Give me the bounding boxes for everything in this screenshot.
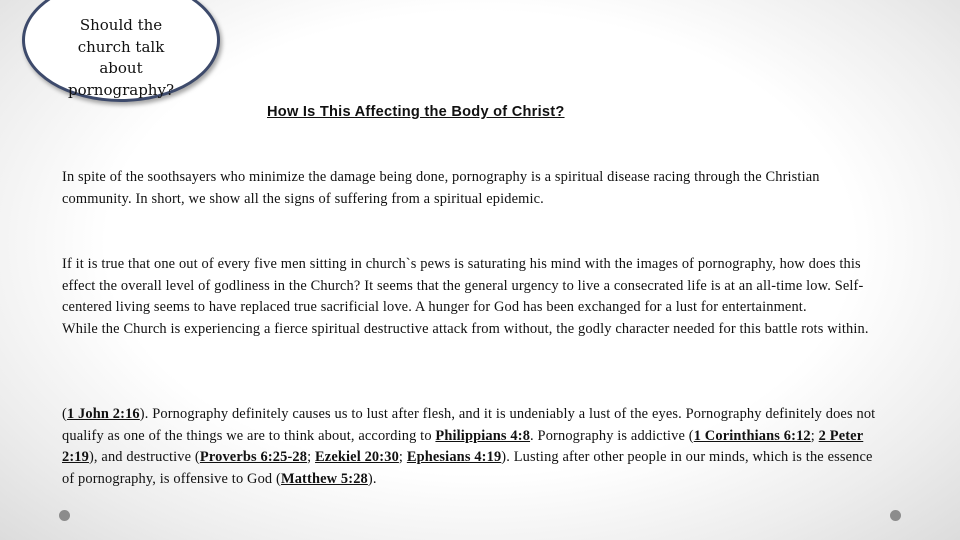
scripture-link-proverbs[interactable]: Proverbs 6:25-28 xyxy=(199,449,308,466)
paragraph-1: In spite of the soothsayers who minimize the damage being done, pornography is a spiritual disease racing through the Christian community. In short, we show all the signs of suffering from a spiritual epidemic. xyxy=(62,169,820,207)
scripture-link-1-corinthians[interactable]: 1 Corinthians 6:12 xyxy=(693,427,811,444)
paragraph-2-tail: While the Church is experiencing a fierce spiritual destructive attack from without, the godly character needed for this battle rots within. xyxy=(62,320,869,337)
slide-title: How Is This Affecting the Body of Christ? xyxy=(267,104,565,120)
text-segment: . Pornography is addictive ( xyxy=(530,427,694,444)
paragraph-3 xyxy=(62,404,882,490)
bubble-line: Should the xyxy=(79,16,163,34)
bubble-line: church talk xyxy=(77,37,165,56)
text-segment: ; xyxy=(810,427,819,444)
scripture-link-matthew[interactable]: Matthew 5:28 xyxy=(280,470,368,487)
text-segment: ). xyxy=(367,470,377,487)
text-segment: ). Lusting after other people in our minds, which is the essence of pornography, is offensive to God ( xyxy=(62,449,873,487)
text-segment: ), and destructive ( xyxy=(88,449,200,466)
bubble-line: about xyxy=(99,59,143,77)
bubble-question xyxy=(22,15,220,101)
text-segment: ( xyxy=(62,406,67,422)
scripture-link-ephesians[interactable]: Ephesians 4:19 xyxy=(406,449,502,466)
scripture-link-2-peter[interactable]: 2 Peter 2:19 xyxy=(62,427,864,466)
scripture-link-1-john[interactable]: 1 John 2:16 xyxy=(66,406,140,422)
scripture-link-philippians[interactable]: Philippians 4:8 xyxy=(435,427,531,444)
text-segment: ; xyxy=(307,449,316,466)
paragraph-2-main: If it is true that one out of every five men sitting in church`s pews is saturating his mind with the images of pornography, how does this effect the overall level of godliness in the Church? It seems that the general urgency to live a consecrated life is at an all-time low. Self-centered living seems to have replaced true sacrificial love. A hunger for God has been exchanged for a lust for entertainment. xyxy=(62,256,864,316)
bubble-line: pornography? xyxy=(68,80,174,99)
text-segment: ; xyxy=(398,449,407,466)
text-segment: ). Pornography definitely causes us to lust after flesh, and it is undeniably a lust of the eyes. Pornography definitely does not qualify as one of the things we are to think about, according to xyxy=(62,406,876,444)
decorative-dot-left xyxy=(59,510,70,521)
decorative-dot-right xyxy=(890,510,901,521)
paragraph-2 xyxy=(62,254,882,340)
scripture-link-ezekiel[interactable]: Ezekiel 20:30 xyxy=(315,449,399,466)
